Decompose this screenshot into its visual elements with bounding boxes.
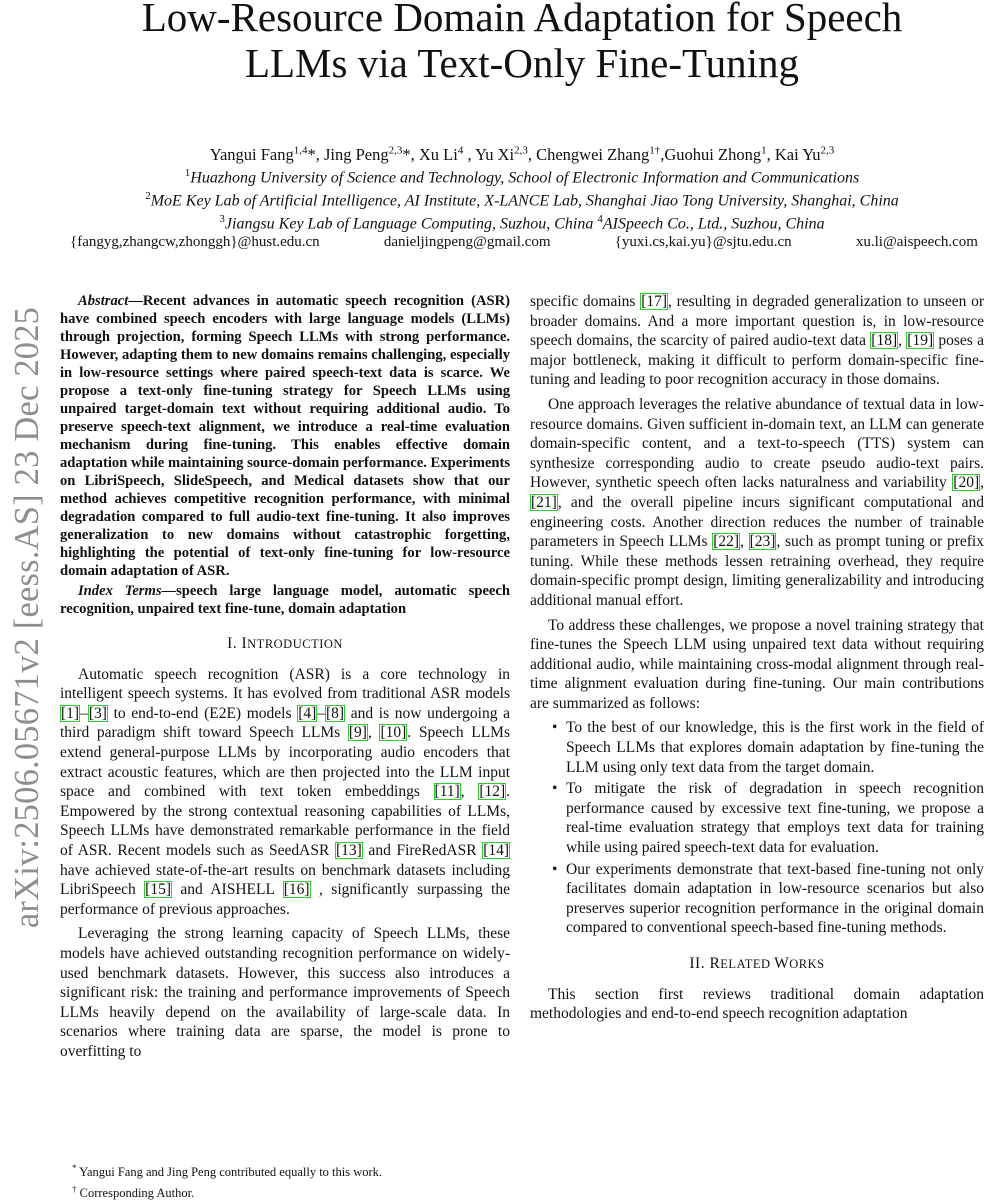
citation-link[interactable]: [17] xyxy=(641,293,668,310)
paper-title xyxy=(60,0,984,86)
citation-link[interactable]: [19] xyxy=(907,332,934,350)
citation-link[interactable]: [9] xyxy=(348,724,367,742)
author: Yangui Fang$^{1,4}$*, xyxy=(209,144,324,164)
related-works-paragraph-1: This section first reviews traditional domain adaptation methodologies and end-to-end speech recognition adaptation xyxy=(530,985,984,1023)
email-hust: {fangyg,zhangcw,zhonggh}@hust.edu.cn xyxy=(70,234,320,250)
abstract-text: Recent advances in automatic speech recognition (ASR) have combined speech encoders with large language models (LLMs) through projection, forming Speech LLMs with strong performance. However, adapting them to new domains remains challenging, especially in low-resource settings where paired speech-text data is scarce. We propose a text-only fine-tuning strategy for Speech LLMs using unpaired target-domain text without requiring additional audio. To preserve speech-text alignment, we introduce a real-time evaluation mechanism during fine-tuning. This enables effective domain adaptation while maintaining source-domain performance. Experiments on LibriSpeech, SlideSpeech, and Medical datasets show that our method achieves competitive recognition performance, with minimal degradation compared to full audio-text fine-tuning. It also improves generalization to new domains without catastrophic forgetting, highlighting the potential of text-only fine-tuning for low-resource domain adaptation of ASR. xyxy=(60,293,510,579)
contributions-list xyxy=(530,718,984,938)
index-terms: Index Terms—speech large language model, automatic speech recognition, unpaired text fine-tune, domain adaptation xyxy=(60,583,511,617)
title-line-1: Low-Resource Domain Adaptation for Speech xyxy=(141,0,903,40)
citation-link[interactable]: [16] xyxy=(283,881,310,899)
title-line-2: LLMs via Text-Only Fine-Tuning xyxy=(244,40,800,86)
section-heading-related-works: II. RELATED WORKS xyxy=(689,955,825,972)
footnotes xyxy=(60,1160,510,1202)
citation-link[interactable]: [10] xyxy=(380,724,407,742)
abstract-label: Abstract xyxy=(78,293,129,309)
citation-link[interactable]: [12] xyxy=(479,783,506,801)
intro-paragraph-2: Leveraging the strong learning capacity of Speech LLMs, these models have achieved outstanding recognition performance on widely-used benchmark datasets. However, this success also introduces a significant risk: the training and performance improvements of Speech LLMs heavily depend on the availability of large-scale data. In scenarios where training data are sparse, the model is prone to overfitting to xyxy=(60,925,510,1060)
list-item: • To the best of our knowledge, this is the first work in the field of Speech LLMs that explores domain adaptation by fine-tuning the LLM using only text data from the target domain. xyxy=(566,718,984,777)
author: Jing Peng$^{2,3}$*, xyxy=(323,144,419,164)
arxiv-stamp xyxy=(8,285,48,950)
email-gmail: danieljingpeng@gmail.com xyxy=(383,234,551,250)
email-aispeech: xu.li@aispeech.com xyxy=(855,234,978,250)
section-heading-introduction: I. INTRODUCTION xyxy=(227,635,343,652)
author: Chengwei Zhang$^{1\dagger}$, xyxy=(536,144,665,164)
citation-link[interactable]: [22] xyxy=(713,533,740,551)
citation-link[interactable]: [13] xyxy=(335,841,362,859)
citation-link[interactable]: [3] xyxy=(88,704,107,722)
citation-link[interactable]: [23] xyxy=(749,533,776,551)
citation-link[interactable]: [18] xyxy=(871,332,898,350)
right-column xyxy=(530,292,984,1029)
index-terms-text: speech large language model, automatic speech recognition, unpaired text fine-tune, domain adaptation xyxy=(60,583,511,617)
intro-paragraph-1: Automatic speech recognition (ASR) is a core technology in intelligent speech systems. It has evolved from traditional ASR models [1]–[3] to end-to-end (E2E) models [4]–[8] and is now undergoing a third paradigm shift toward Speech LLMs [9], [10]. Speech LLMs extend general-purpose LLMs by incorporating audio encoders that extract acoustic features, which are then projected into the LLM input space and combined with text token embeddings [11], [12]. Empowered by the strong contextual reasoning capabilities of LLMs, Speech LLMs have demonstrated remarkable performance in the field of ASR. Recent models such as SeedASR [13] and FireRedASR [14] have achieved state-of-the-art results on benchmark datasets including LibriSpeech [15] and AISHELL [16] , significantly surpassing the performance of previous approaches. xyxy=(60,665,511,918)
affiliation-1: $^1$Huazhong University of Science and Technology, School of Electronic Information and Communications xyxy=(184,167,860,187)
author: Kai Yu$^{2,3}$ xyxy=(774,144,835,164)
list-item: • To mitigate the risk of degradation in speech recognition performance caused by excessive text fine-tuning, we propose a real-time evaluation strategy that employs text data for training while using paired speech-text data for evaluation. xyxy=(566,779,984,857)
citation-link[interactable]: [4] xyxy=(298,704,317,722)
intro-paragraph-5: To address these challenges, we propose a novel training strategy that fine-tunes the Speech LLM using unpaired text data without requiring additional audio, while maintaining cross-modal alignment through real-time alignment evaluation during fine-tuning. Our main contributions are summarized as follows: xyxy=(530,616,984,712)
author-list xyxy=(60,140,984,165)
affiliation-3-4: $^3$Jiangsu Key Lab of Language Computing, Suzhou, China $^4$AISpeech Co., Ltd., Suzhou, China xyxy=(219,213,825,233)
intro-paragraph-4: One approach leverages the relative abundance of textual data in low-resource domains. Given sufficient in-domain text, an LLM can generate domain-specific content, and a text-to-speech (TTS) system can synthesize corresponding audio to create pseudo audio-text pairs. However, synthetic speech often lacks naturalness and variability [20], [21], and the overall pipeline incurs significant computational and engineering costs. Another direction reduces the number of trainable parameters in Speech LLMs [22], [23], such as prompt tuning or prefix tuning. While these methods lessen retraining overhead, they require domain-specific prompt design, limiting generalizability and introducing additional manual effort. xyxy=(530,395,984,609)
email-row xyxy=(60,232,984,252)
citation-link[interactable]: [11] xyxy=(434,783,460,801)
arxiv-stamp-text: arXiv:2506.05671v2 [eess.AS] 23 Dec 2025 xyxy=(8,306,47,929)
footnote-corresponding-author: † Corresponding Author. xyxy=(72,1184,195,1201)
citation-link[interactable]: [20] xyxy=(953,474,980,492)
intro-paragraph-3: specific domains [17], resulting in degraded generalization to unseen or broader domains. And a more important question is, in low-resource speech domains, the scarcity of paired audio-text data [18], [19] poses a major bottleneck, making it difficult to perform domain-specific fine-tuning and leading to poor recognition accuracy in those domains. xyxy=(530,293,984,389)
author: Xu Li$^4$ , xyxy=(418,144,476,164)
footnote-equal-contribution: * Yangui Fang and Jing Peng contributed equally to this work. xyxy=(72,1163,383,1180)
abstract: Abstract—Recent advances in automatic speech recognition (ASR) have combined speech encoders with large language models (LLMs) through projection, forming Speech LLMs with strong performance. However, adapting them to new domains remains challenging, especially in low-resource settings where paired speech-text data is scarce. We propose a text-only fine-tuning strategy for Speech LLMs using unpaired target-domain text without requiring additional audio. To preserve speech-text alignment, we introduce a real-time evaluation mechanism during fine-tuning. This enables effective domain adaptation while maintaining source-domain performance. Experiments on LibriSpeech, SlideSpeech, and Medical datasets show that our method achieves competitive recognition performance, with minimal degradation compared to full audio-text fine-tuning. It also improves generalization to new domains without catastrophic forgetting, highlighting the potential of text-only fine-tuning for low-resource domain adaptation of ASR. xyxy=(60,293,510,579)
citation-link[interactable]: [14] xyxy=(483,841,510,859)
affiliation-2: $^2$MoE Key Lab of Artificial Intelligence, AI Institute, X-LANCE Lab, Shanghai Jiao Tong University, Shanghai, China xyxy=(145,190,899,210)
author: Guohui Zhong$^1$, xyxy=(664,144,775,164)
citation-link[interactable]: [1] xyxy=(61,704,80,722)
left-column xyxy=(60,292,510,1066)
citation-link[interactable]: [15] xyxy=(145,881,171,899)
citation-link[interactable]: [8] xyxy=(326,704,345,722)
email-sjtu: {yuxi.cs,kai.yu}@sjtu.edu.cn xyxy=(614,234,792,250)
citation-link[interactable]: [21] xyxy=(531,493,557,511)
list-item: • Our experiments demonstrate that text-based fine-tuning not only facilitates domain adaptation in low-resource scenarios but also preserves superior recognition performance in the original domain compared to conventional speech-based fine-tuning methods. xyxy=(566,860,984,938)
author: Yu Xi$^{2,3}$, xyxy=(475,144,537,164)
